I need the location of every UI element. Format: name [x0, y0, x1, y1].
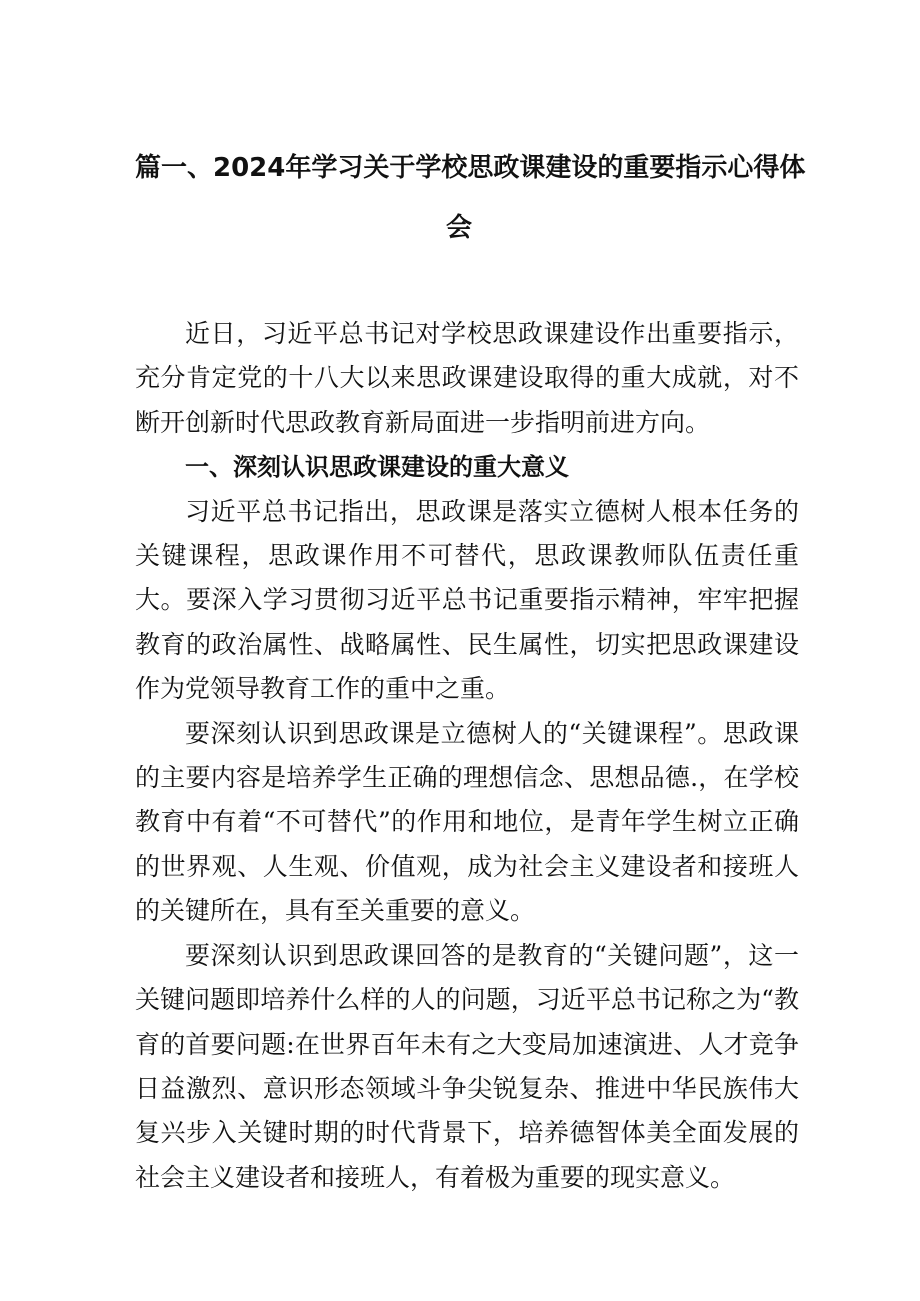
document-body — [135, 312, 799, 1200]
document-title-continuation: 会 — [446, 213, 473, 243]
body-paragraph-1: 习近平总书记指出，思政课是落实立德树人根本任务的关键课程，思政课作用不可替代，思政课教师队伍责任重大。要深入学习贯彻习近平总书记重要指示精神，牢牢把握教育的政治属性、战略属性、民生属性，切实把思政课建设作为党领导教育工作的重中之重。 — [135, 496, 799, 704]
document-title: 篇一、2024年学习关于学校思政课建设的重要指示心得体 — [135, 153, 806, 183]
body-paragraph-2: 要深刻认识到思政课是立德树人的“关键课程”。思政课的主要内容是培养学生正确的理想信念、思想品德.，在学校教育中有着“不可替代”的作用和地位，是青年学生树立正确的世界观、人生观、价值观，成为社会主义建设者和接班人的关键所在，具有至关重要的意义。 — [135, 718, 799, 926]
intro-paragraph: 近日，习近平总书记对学校思政课建设作出重要指示，充分肯定党的十八大以来思政课建设取得的重大成就，对不断开创新时代思政教育新局面进一步指明前进方向。 — [135, 319, 799, 437]
body-paragraph-3: 要深刻认识到思政课回答的是教育的“关键问题”，这一关键问题即培养什么样的人的问题，习近平总书记称之为“教育的首要问题:在世界百年未有之大变局加速演进、人才竞争日益激烈、意识形态领域斗争尖锐复杂、推进中华民族伟大复兴步入关键时期的时代背景下，培养德智体美全面发展的社会主义建设者和接班人，有着极为重要的现实意义。 — [135, 940, 799, 1192]
section-heading: 一、深刻认识思政课建设的重大意义 — [185, 453, 569, 482]
